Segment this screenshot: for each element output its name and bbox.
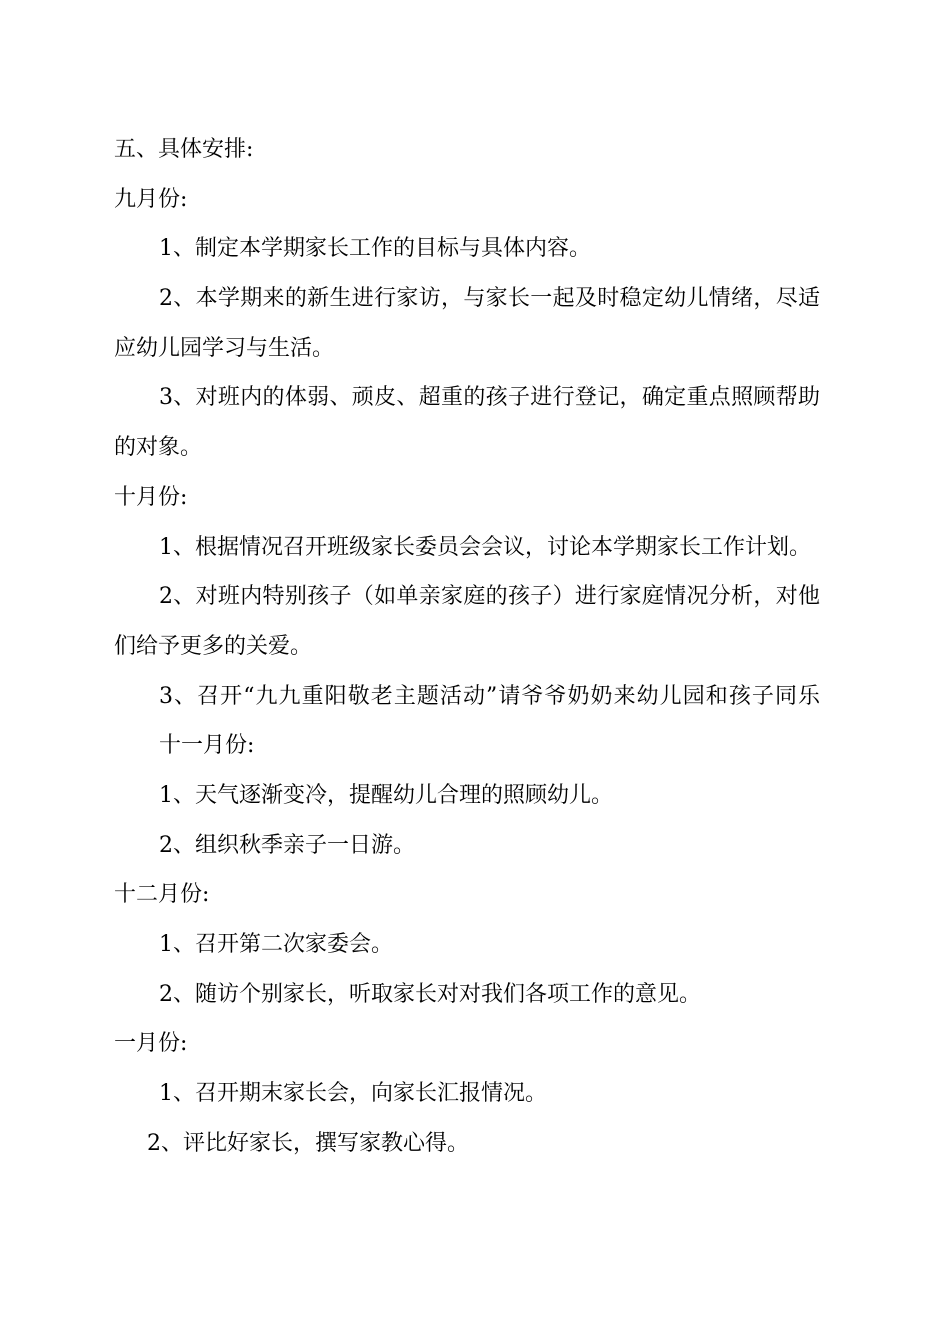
list-item-continuation: 应幼儿园学习与生活。 — [114, 335, 335, 361]
month-heading-january: 一月份: — [114, 1031, 188, 1057]
list-item: 1、天气逐渐变冷，提醒幼儿合理的照顾幼儿。 — [159, 782, 613, 808]
list-item: 3、召开“九九重阳敬老主题活动”请爷爷奶奶来幼儿园和孩子同乐 — [159, 683, 820, 709]
document-body — [114, 125, 820, 1168]
list-item: 2、组织秋季亲子一日游。 — [159, 832, 415, 858]
list-item: 2、评比好家长，撰写家教心得。 — [147, 1130, 469, 1156]
list-item: 1、召开第二次家委会。 — [159, 932, 393, 957]
list-item-continuation: 们给予更多的关爱。 — [114, 633, 313, 659]
month-heading-november: 十一月份: — [159, 733, 255, 759]
list-item: 2、本学期来的新生进行家访，与家长一起及时稳定幼儿情绪，尽适 — [159, 286, 820, 312]
list-item: 1、根据情况召开班级家长委员会会议，讨论本学期家长工作计划。 — [159, 534, 811, 560]
list-item: 3、对班内的体弱、顽皮、超重的孩子进行登记，确定重点照顾帮助 — [159, 385, 820, 411]
list-item-continuation: 的对象。 — [114, 435, 203, 461]
section-heading: 五、具体安排: — [114, 137, 254, 162]
month-heading-december: 十二月份: — [114, 882, 210, 908]
month-heading-september: 九月份: — [114, 186, 188, 212]
list-item: 1、召开期末家长会，向家长汇报情况。 — [159, 1081, 547, 1107]
list-item: 2、对班内特别孩子（如单亲家庭的孩子）进行家庭情况分析，对他 — [159, 584, 820, 610]
list-item: 1、制定本学期家长工作的目标与具体内容。 — [159, 236, 591, 262]
list-item: 2、随访个别家长，听取家长对对我们各项工作的意见。 — [159, 981, 701, 1007]
month-heading-october: 十月份: — [114, 484, 188, 510]
